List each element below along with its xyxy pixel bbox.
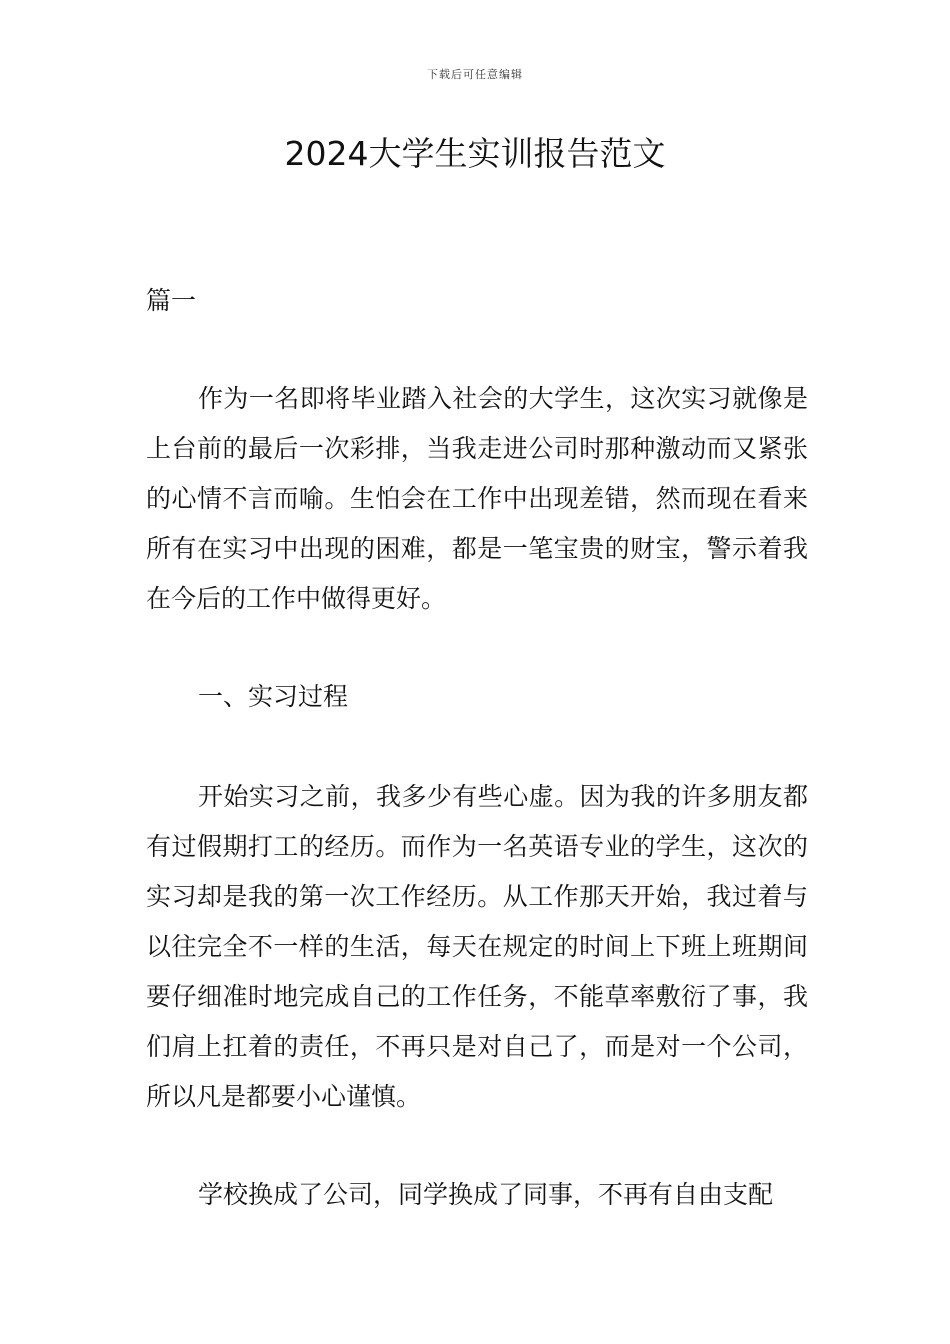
- document-title: 2024大学生实训报告范文: [284, 134, 666, 173]
- paragraph-intro: 作为一名即将毕业踏入社会的大学生，这次实习就像是上台前的最后一次彩排，当我走进公司时那种激动而又紧张的心情不言而喻。生怕会在工作中出现差错，然而现在看来所有在实习中出现的困难，都是一笔宝贵的财宝，警示着我在今后的工作中做得更好。: [146, 384, 808, 613]
- header-note: 下载后可任意编辑: [427, 68, 523, 81]
- paragraph-change: 学校换成了公司，同学换成了同事，不再有自由支配: [198, 1180, 774, 1209]
- paragraph-process: 开始实习之前，我多少有些心虚。因为我的许多朋友都有过假期打工的经历。而作为一名英语专业的学生，这次的实习却是我的第一次工作经历。从工作那天开始，我过着与以往完全不一样的生活，每天在规定的时间上下班上班期间要仔细准时地完成自己的工作任务，不能草率敷衍了事，我们肩上扛着的责任，不再只是对自己了，而是对一个公司，所以凡是都要小心谨慎。: [146, 782, 808, 1111]
- section-heading-process: 一、实习过程: [198, 682, 349, 711]
- section-label: 篇一: [146, 286, 197, 315]
